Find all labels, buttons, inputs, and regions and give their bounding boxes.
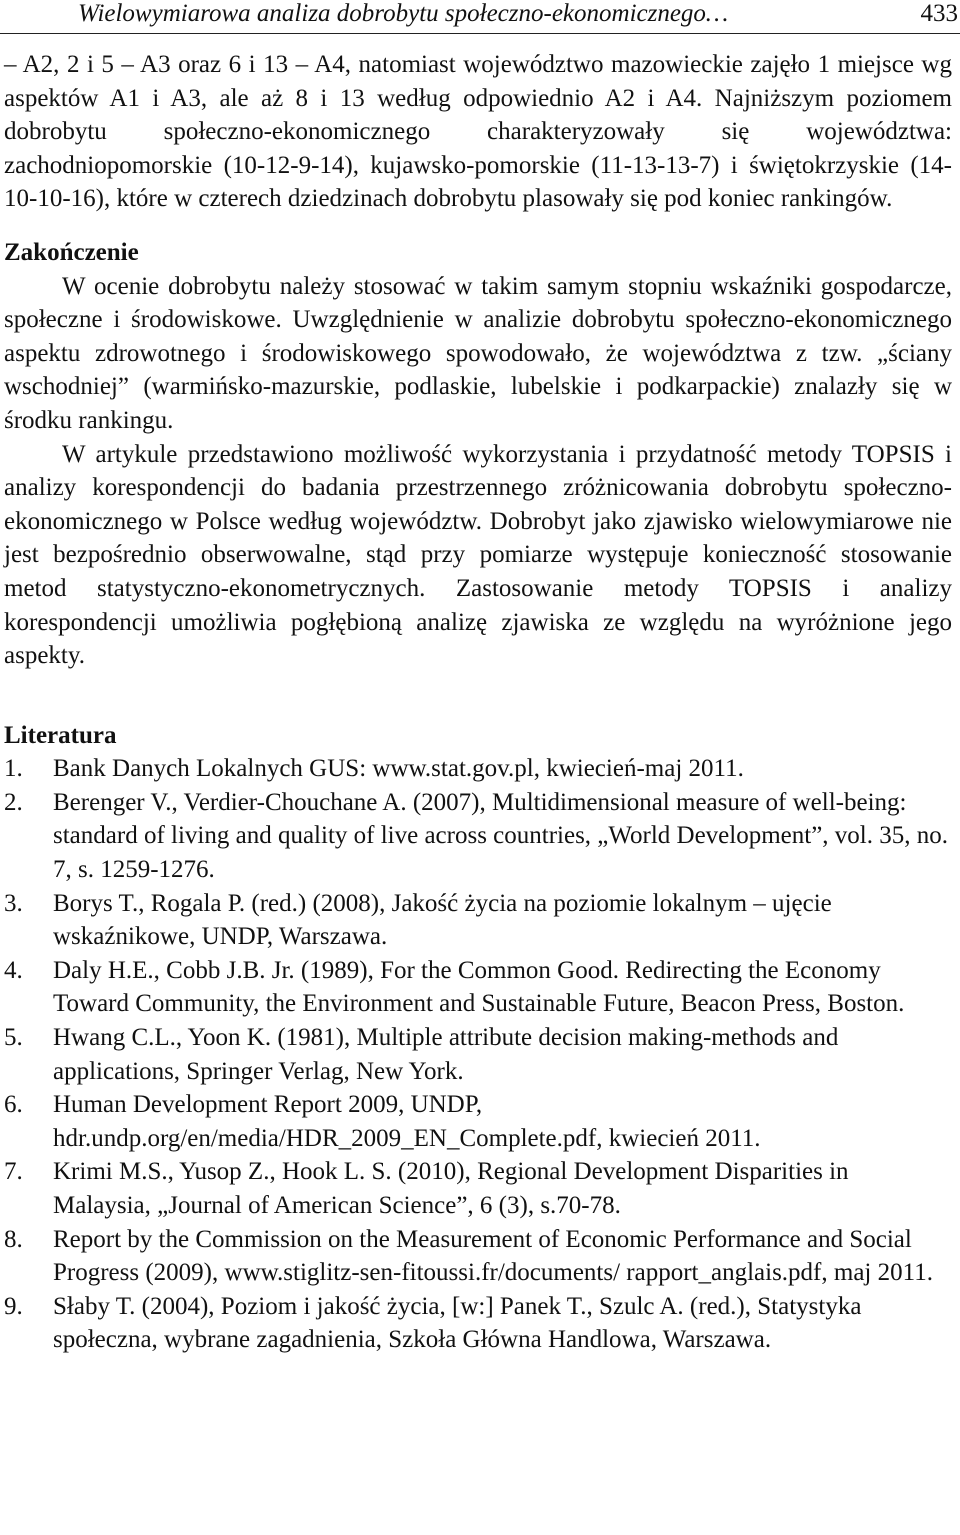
reference-text: Report by the Commission on the Measurement of Economic Performance and Social Progress (2009), www.stiglitz-sen-fitoussi.fr/documents/ rapport_anglais.pdf, maj 2011.: [53, 1225, 933, 1287]
page-header: [0, 0, 960, 34]
reference-item: [4, 887, 952, 954]
reference-number: 5.: [4, 1024, 23, 1052]
reference-text: Krimi M.S., Yusop Z., Hook L. S. (2010), Regional Development Disparities in Malaysia, „Journal of American Science”, 6 (3), s.70-78.: [53, 1158, 849, 1219]
conclusion-paragraph-2: W artykule przedstawiono możliwość wykorzystania i przydatność metody TOPSIS i analizy korespondencji do badania przestrzennego zróżnicowania dobrobytu społeczno-ekonomicznego w Polsce według województw. Dobrobyt jako zjawisko wielowymiarowe nie jest bezpośrednio obserwowalne, stąd przy pomiarze występuje konieczność stosowanie metod statystyczno-ekonometrycznych. Zastosowanie metody TOPSIS i analizy korespondencji umożliwia pogłębioną analizę zjawiska ze względu na wyróżnione jego aspekty.: [4, 440, 952, 670]
reference-item: [4, 1155, 952, 1222]
conclusion-paragraph-1: W ocenie dobrobytu należy stosować w takim samym stopniu wskaźniki gospodarcze, społeczne i środowiskowe. Uwzględnienie w analizie dobrobytu społeczno-ekonomicznego aspektu zdrowotnego i środowiskowego spowodowało, że województwa z tzw. „ściany wschodniej” (warmińsko-mazurskie, podlaskie, lubelskie i podkarpackie) znalazły się w środku rankingu.: [4, 272, 952, 434]
page-number: 433: [920, 0, 958, 27]
reference-text: Berenger V., Verdier-Chouchane A. (2007), Multidimensional measure of well-being: standard of living and quality of live across countries, „World Development”, vol. 35, no. 7, s. 1259-1276.: [53, 788, 948, 884]
reference-text: Bank Danych Lokalnych GUS: www.stat.gov.pl, kwiecień-maj 2011.: [53, 755, 744, 783]
body-paragraph: – A2, 2 i 5 – A3 oraz 6 i 13 – A4, natomiast województwo mazowieckie zajęło 1 miejsce wg aspektów A1 i A3, ale aż 8 i 13 według odpowiednio A2 i A4. Najniższym poziomem dobrobytu społeczno-ekonomicznego charakteryzowały się województwa: zachodniopomorskie (10-12-9-14), kujawsko-pomorskie (11-13-13-7) i świętokrzyskie (14-10-10-16), które w czterech dziedzinach dobrobytu plasowały się pod koniec rankingów.: [4, 51, 952, 213]
reference-item: [4, 752, 952, 786]
reference-text: Słaby T. (2004), Poziom i jakość życia, [w:] Panek T., Szulc A. (red.), Statystyka społeczna, wybrane zagadnienia, Szkoła Główna Handlowa, Warszawa.: [53, 1292, 862, 1354]
header-rule: [0, 33, 960, 34]
reference-item: [4, 786, 952, 887]
reference-number: 7.: [4, 1158, 23, 1186]
reference-item: [4, 954, 952, 1021]
reference-number: 1.: [4, 755, 23, 783]
reference-number: 8.: [4, 1225, 23, 1253]
running-title: Wielowymiarowa analiza dobrobytu społeczno-ekonomicznego…: [78, 0, 729, 27]
section-heading-literature: Literatura: [4, 721, 117, 749]
reference-number: 4.: [4, 956, 23, 984]
reference-item: [4, 1021, 952, 1088]
reference-list: [4, 752, 952, 1357]
reference-number: 3.: [4, 889, 23, 917]
reference-text: Daly H.E., Cobb J.B. Jr. (1989), For the Common Good. Redirecting the Economy Toward Community, the Environment and Sustainable Future, Beacon Press, Boston.: [53, 956, 905, 1018]
reference-number: 9.: [4, 1292, 23, 1320]
reference-text: Hwang C.L., Yoon K. (1981), Multiple attribute decision making-methods and applications, Springer Verlag, New York.: [53, 1024, 839, 1085]
reference-item: [4, 1223, 952, 1290]
page-content: [4, 48, 952, 1357]
reference-number: 6.: [4, 1091, 23, 1119]
reference-item: [4, 1088, 952, 1155]
reference-number: 2.: [4, 788, 23, 816]
reference-text: Human Development Report 2009, UNDP, hdr.undp.org/en/media/HDR_2009_EN_Complete.pdf, kwiecień 2011.: [53, 1091, 761, 1152]
reference-text: Borys T., Rogala P. (red.) (2008), Jakość życia na poziomie lokalnym – ujęcie wskaźnikowe, UNDP, Warszawa.: [53, 889, 832, 951]
reference-item: [4, 1290, 952, 1357]
section-heading-conclusion: Zakończenie: [4, 238, 139, 266]
